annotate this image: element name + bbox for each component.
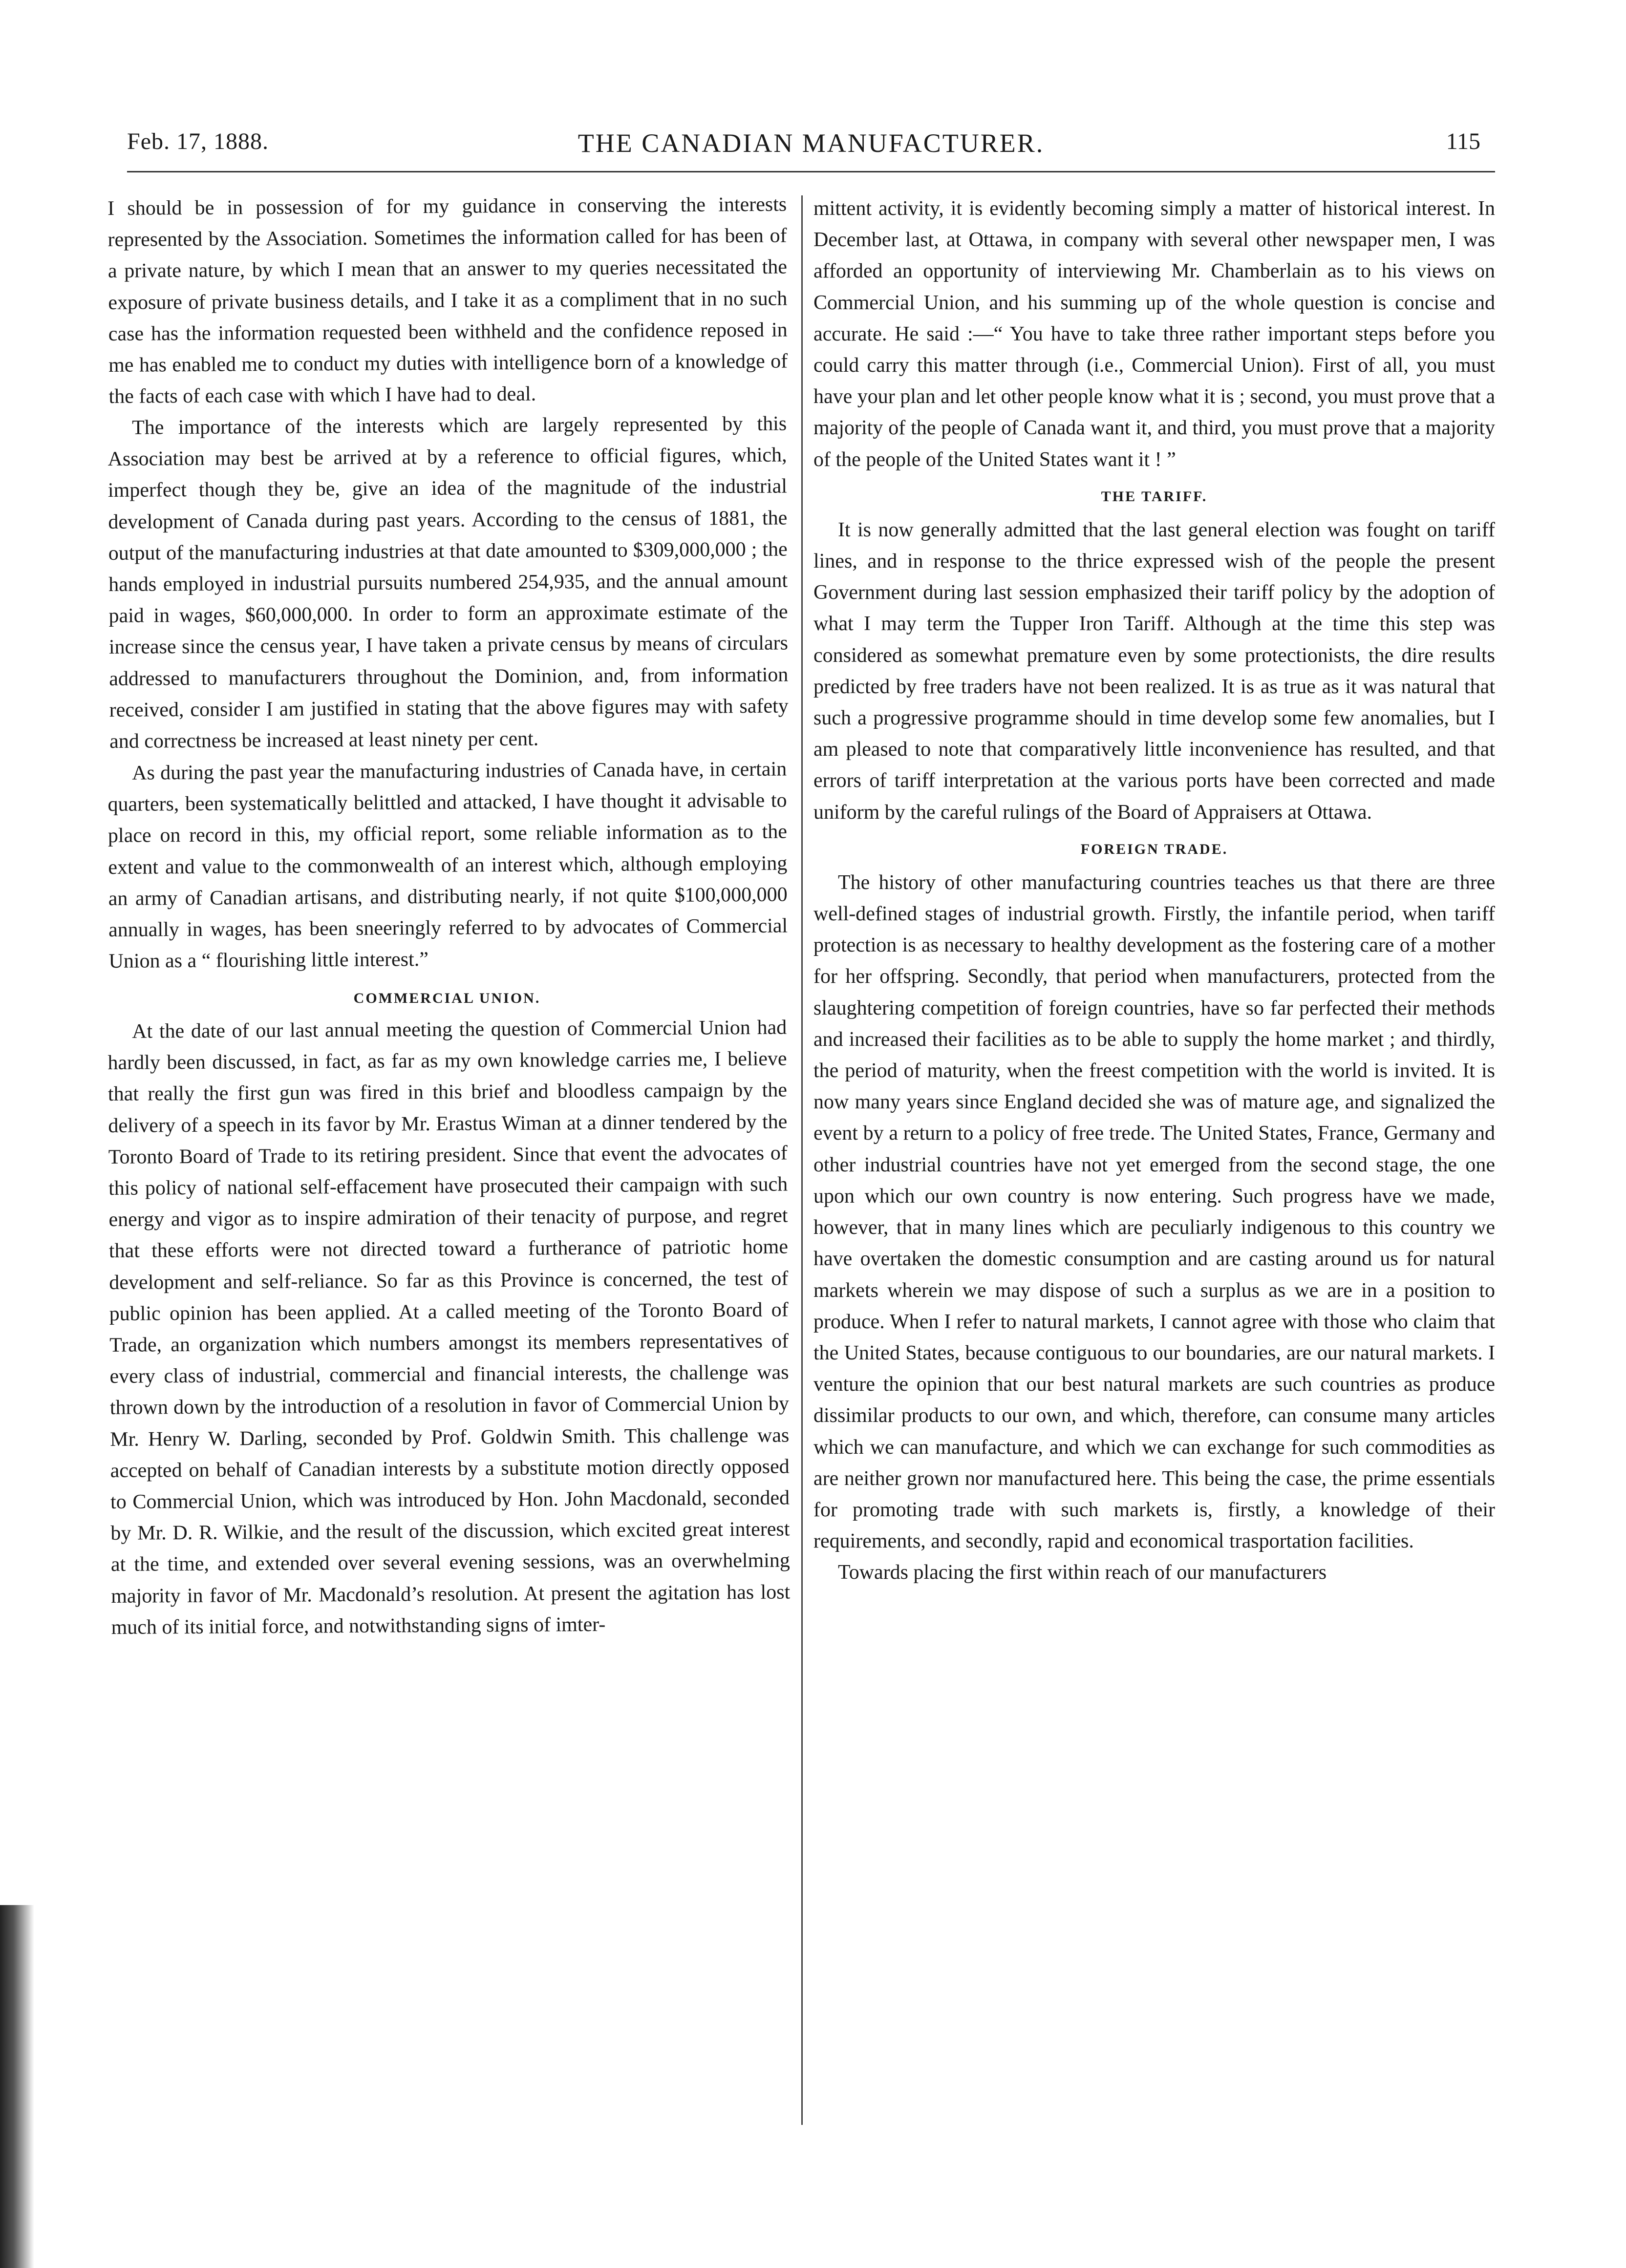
paragraph: Towards placing the first within reach of our manufacturers — [838, 1561, 1327, 1584]
left-column — [107, 193, 791, 1643]
issue-date: Feb. 17, 1888. — [127, 128, 269, 154]
paragraph: I should be in possession of for my guidance in conserving the interests represented by the Association. Sometimes the information called for has been of a private nature, by which I mean that an answer to my queries necessitated the exposure of private business details, and I take it as a compliment that in no such case has the information requested been withheld and the confidence reposed in me has enabled me to conduct my duties with intelligence born of a knowledge of the facts of each case with which I have had to deal. — [107, 193, 788, 408]
paragraph: mittent activity, it is evidently becoming simply a matter of historical interest. In December last, at Ottawa, in company with several other newspaper men, I was afforded an opportunity of interviewing Mr. Chamberlain as to his views on Commercial Union, and his summing up of the whole question is concise and accurate. He said :—“ You have to take three rather important steps before you could carry this matter through (i.e., Commercial Union). First of all, you must have your plan and let other people know what it is ; second, you must prove that a majority of the people of Canada want it, and third, you must prove that a majority of the people of the United States want it ! ” — [813, 197, 1496, 471]
publication-title: THE CANADIAN MANUFACTURER. — [578, 128, 1045, 158]
section-heading-foreign-trade: FOREIGN TRADE. — [1080, 841, 1228, 857]
paragraph: The history of other manufacturing countries teaches us that there are three well-defined stages of industrial growth. Firstly, the infantile period, when tariff protection is as necessary to healthy development as the fostering care of a mother for her offspring. Secondly, that period when manufacturers, protected from the slaughtering competition of foreign countries, have so far perfected their methods and increased their facilities as to be able to supply the home market ; and thirdly, the period of maturity, when the freest competition with the world is invited. It is now many years since England decided she was of mature age, and signalized the event by a return to a policy of free trede. The United States, France, Germany and other industrial countries have not yet emerged from the second stage, the one upon which our own country is now entering. Such progress have we made, however, that in many lines which are peculiarly indigenous to this country we have overtaken the domestic consumption and are casting around us for natural markets wherein we may dispose of such a surplus as we are in a position to produce. When I refer to natural markets, I cannot agree with those who claim that the United States, because contiguous to our boundaries, are our natural markets. I venture the opinion that our best natural markets are such countries as produce dissimilar products to our own, and which, therefore, can consume many articles which we can manufacture, and which we can exchange for such commodities as are neither grown nor manufactured here. This being the case, the prime essentials for promoting trade with such markets is, firstly, a knowledge of their requirements, and secondly, rapid and economical trasportation facilities. — [813, 871, 1495, 1553]
page-number: 115 — [1446, 128, 1480, 154]
paragraph: It is now generally admitted that the last general election was fought on tariff lines, and in response to the thrice expressed wish of the people the present Government during last session emphasized their tariff policy by the adoption of what I may term the Tupper Iron Tariff. Although at the time this step was considered as somewhat premature even by some protectionists, the dire results predicted by free traders have not been realized. It is as true as it was natural that such a progressive programme should in time develop some few anomalies, but I am pleased to note that comparatively little inconvenience has resulted, and that errors of tariff interpretation at the various ports have been corrected and made uniform by the careful rulings of the Board of Appraisers at Ottawa. — [813, 518, 1495, 824]
running-header — [127, 128, 1495, 172]
paragraph: The importance of the interests which are largely represented by this Association may best be arrived at by a reference to official figures, which, imperfect though they be, give an idea of the magnitude of the industrial development of Canada during past years. According to the census of 1881, the output of the manufacturing industries at that date amounted to $309,000,000 ; the hands employed in industrial pursuits numbered 254,935, and the annual amount paid in wages, $60,000,000. In order to form an approximate estimate of the increase since the census year, I have taken a private census by means of circulars addressed to manufacturers throughout the Dominion, and, from information received, consider I am justified in stating that the above figures may with safety and correctness be increased at least ninety per cent. — [107, 412, 789, 753]
column-divider — [801, 195, 803, 2125]
page-edge-shadow — [0, 1905, 34, 2268]
section-heading-tariff: THE TARIFF. — [1101, 488, 1208, 505]
paragraph: As during the past year the manufacturing industries of Canada have, in certain quarters, been systematically belittled and attacked, I have thought it advisable to place on record in this, my official report, some reliable information as to the extent and value to the commonwealth of an interest which, although employing an army of Canadian artisans, and distributing nearly, if not quite $100,000,000 annually in wages, has been sneeringly referred to by advocates of Commercial Union as a “ flourishing little interest.” — [107, 758, 788, 973]
right-column — [813, 193, 1495, 1589]
header-rule — [127, 171, 1495, 172]
section-heading-commercial-union: COMMERCIAL UNION. — [353, 990, 541, 1007]
paragraph: At the date of our last annual meeting the question of Commercial Union had hardly been discussed, in fact, as far as my own knowledge carries me, I believe that really the first gun was fired in this brief and bloodless campaign by the delivery of a speech in its favor by Mr. Erastus Wiman at a dinner tendered by the Toronto Board of Trade to its retiring president. Since that event the advocates of this policy of national self-effacement have prosecuted their campaign with such energy and vigor as to inspire admiration of their tenacity of purpose, and regret that these efforts were not directed toward a furtherance of patriotic home development and self-reliance. So far as this Province is concerned, the test of public opinion has been applied. At a called meeting of the Toronto Board of Trade, an organization which numbers amongst its members representatives of every class of industrial, commercial and financial interests, the challenge was thrown down by the introduction of a resolution in favor of Commercial Union by Mr. Henry W. Darling, seconded by Prof. Goldwin Smith. This challenge was accepted on behalf of Canadian interests by a substitute motion directly opposed to Commercial Union, which was introduced by Hon. John Macdonald, seconded by Mr. D. R. Wilkie, and the result of the discussion, which excited great interest at the time, and extended over several evening sessions, was an overwhelming majority in favor of Mr. Macdonald’s resolution. At present the agitation has lost much of its initial force, and notwithstanding signs of imter- — [107, 1016, 791, 1639]
